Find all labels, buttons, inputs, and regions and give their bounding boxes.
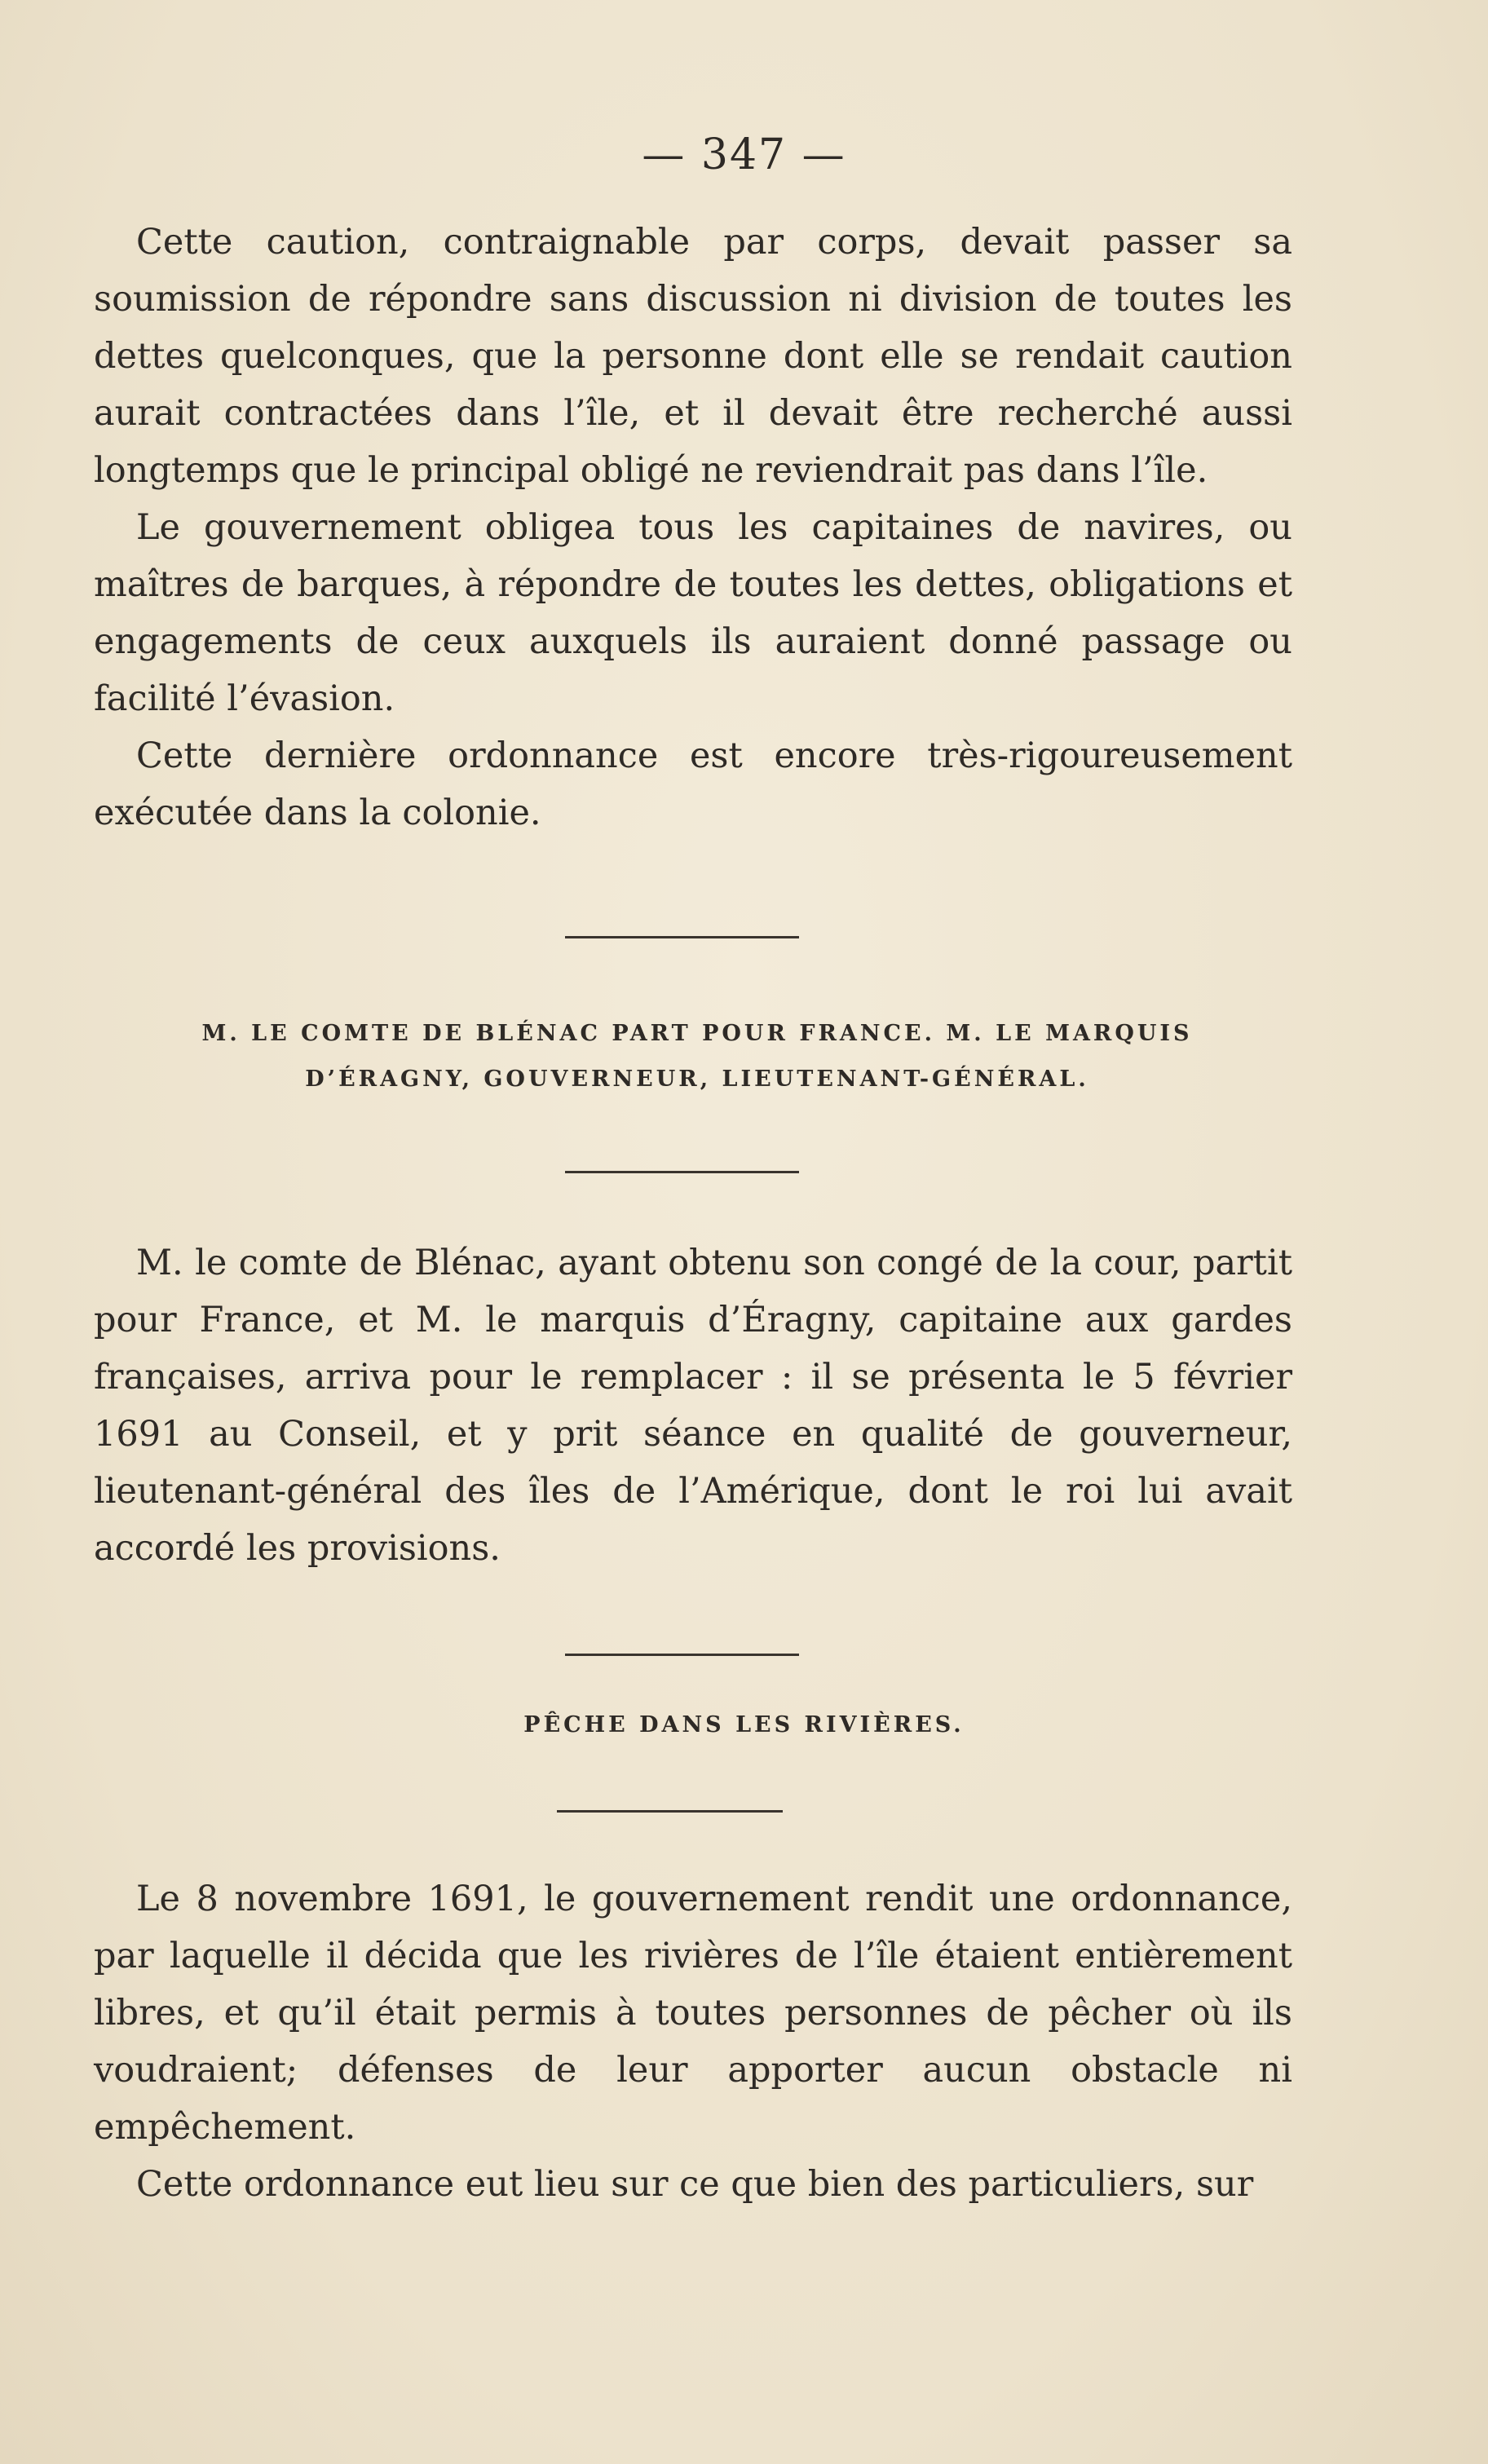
paragraph: Cette dernière ordonnance est encore très-rigoureusement exécutée dans la colonie. (94, 735, 1292, 833)
text-section-blenac (94, 1234, 1292, 1577)
page-number: — 347 — (642, 130, 846, 179)
paragraph: Le 8 novembre 1691, le gouvernement rendit une ordonnance, par laquelle il décida que les rivières de l’île étaient entièrement libres, et qu’il était permis à toutes personnes de pêcher où ils voudraient; défenses de leur apporter aucun obstacle ni empêchement. (94, 1879, 1292, 2148)
section-divider (565, 936, 799, 938)
paragraph: Le gouvernement obligea tous les capitaines de navires, ou maîtres de barques, à répondre de toutes les dettes, obligations et engagements de ceux auxquels ils auraient donné passage ou facilité l’évasion. (94, 507, 1292, 719)
paragraph: M. le comte de Blénac, ayant obtenu son congé de la cour, partit pour France, et M. le marquis d’Éragny, capitaine aux gardes françaises, arriva pour le remplacer : il se présenta le 5 février 1691 au Conseil, et y prit séance en qualité de gouverneur, lieutenant-général des îles de l’Amérique, dont le roi lui avait accordé les provisions. (94, 1243, 1292, 1569)
text-section-caution (94, 214, 1292, 841)
paragraph: Cette caution, contraignable par corps, devait passer sa soumission de répondre sans discussion ni division de toutes les dettes quelconques, que la personne dont elle se rendait caution aurait contractées dans l’île, et il devait être recherché aussi longtemps que le principal obligé ne reviendrait pas dans l’île. (94, 222, 1292, 491)
section-divider (565, 1171, 799, 1173)
section-heading: M. LE COMTE DE BLÉNAC PART POUR FRANCE. M. LE MARQUIS D’ÉRAGNY, GOUVERNEUR, LIEUTENANT-GÉNÉRAL. (201, 1021, 1193, 1092)
text-section-peche (94, 1870, 1292, 2213)
section-heading: PÊCHE DANS LES RIVIÈRES. (523, 1712, 965, 1738)
section-divider (557, 1810, 783, 1813)
paragraph: Cette ordonnance eut lieu sur ce que bien des particuliers, sur (136, 2164, 1254, 2205)
section-divider (565, 1654, 799, 1656)
